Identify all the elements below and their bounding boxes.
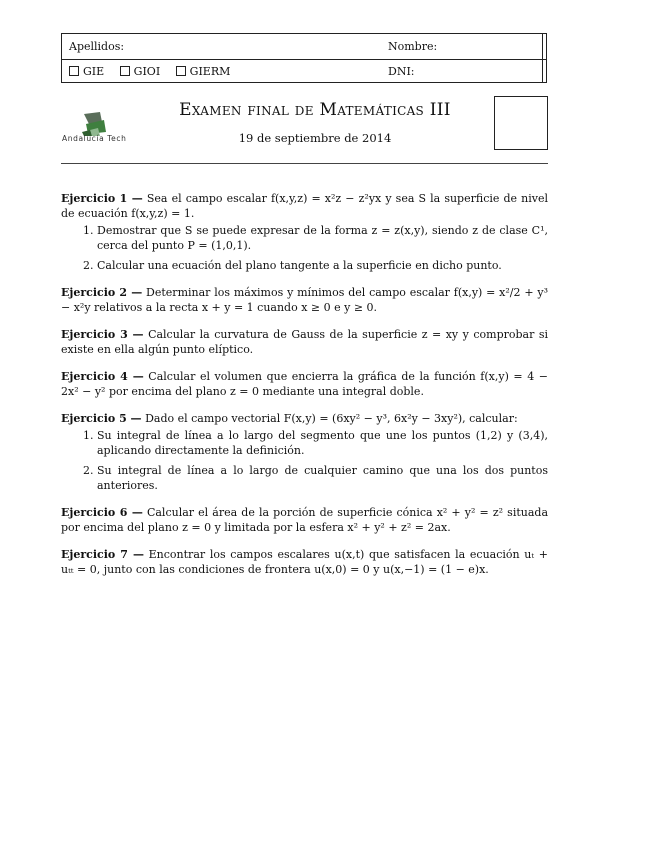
checkbox-icon[interactable]	[176, 66, 186, 76]
exercise-text: Dado el campo vectorial F(x,y) = (6xy² − y³, 6x²y − 3xy²), calcular:	[145, 412, 518, 425]
nombre-label: Nombre:	[388, 40, 438, 53]
exercise-label: Ejercicio 3 —	[61, 328, 144, 341]
checkbox-icon[interactable]	[120, 66, 130, 76]
exercises	[61, 191, 548, 589]
exercise-2	[61, 285, 548, 315]
exercise-4	[61, 369, 548, 399]
header-divider	[61, 163, 548, 164]
exercise-text: Sea el campo escalar f(x,y,z) = x²z − z²yx y sea S la superficie de nivel de ecuación f(x,y,z) = 1.	[61, 192, 548, 220]
exercise-items	[61, 428, 548, 493]
exercise-3	[61, 327, 548, 357]
dni-label: DNI:	[388, 65, 415, 78]
exam-date: 19 de septiembre de 2014	[238, 131, 392, 145]
exercise-label: Ejercicio 1 —	[61, 192, 143, 205]
exercise-label: Ejercicio 4 —	[61, 370, 144, 383]
checkbox-icon[interactable]	[69, 66, 79, 76]
exercise-label: Ejercicio 7 —	[61, 548, 144, 561]
exercise-7	[61, 547, 548, 577]
exercise-1	[61, 191, 548, 273]
exercise-5	[61, 411, 548, 493]
apellidos-label: Apellidos:	[69, 40, 125, 53]
exercise-text: Encontrar los campos escalares u(x,t) que satisfacen la ecuación uₜ + uₜₜ = 0, junto con las condiciones de frontera u(x,0) = 0 y u(x,−1) = (1 − e)x.	[61, 548, 549, 576]
exercise-text: Calcular la curvatura de Gauss de la superficie z = xy y comprobar si existe en ella algún punto elíptico.	[61, 328, 549, 356]
info-row-degree	[62, 59, 546, 84]
logo-text: Andalucía Tech	[62, 134, 127, 143]
option-gierm[interactable]: GIERM	[176, 65, 231, 78]
exercise-6	[61, 505, 548, 535]
exercise-text: Calcular el área de la porción de superficie cónica x² + y² = z² situada por encima del plano z = 0 y limitada por la esfera x² + y² + z² = 2ax.	[61, 506, 549, 534]
exercise-label: Ejercicio 5 —	[61, 412, 142, 425]
degree-options	[69, 65, 242, 78]
info-row-names	[62, 34, 546, 60]
exercise-label: Ejercicio 2 —	[61, 286, 143, 299]
student-info-box	[61, 33, 547, 83]
exercise-text: Calcular el volumen que encierra la gráfica de la función f(x,y) = 4 − 2x² − y² por encima del plano z = 0 mediante una integral doble.	[61, 370, 549, 398]
exercise-item: 1. Demostrar que S se puede expresar de la forma z = z(x,y), siendo z de clase C¹, cerca del punto P = (1,0,1).	[97, 223, 548, 253]
exam-title: Examen final de Matemáticas III	[179, 100, 451, 120]
exercise-text: Determinar los máximos y mínimos del campo escalar f(x,y) = x²/2 + y³ − x²y relativos a la recta x + y = 1 cuando x ≥ 0 e y ≥ 0.	[61, 286, 548, 314]
box-right-rule	[542, 34, 543, 82]
option-gie[interactable]: GIE	[69, 65, 104, 78]
option-gioi[interactable]: GIOI	[120, 65, 161, 78]
exercise-item: 1. Su integral de línea a lo largo del segmento que une los puntos (1,2) y (3,4), aplicando directamente la definición.	[97, 428, 548, 458]
exercise-items	[61, 223, 548, 273]
exercise-label: Ejercicio 6 —	[61, 506, 143, 519]
grade-box	[494, 96, 548, 150]
exercise-item: 2. Su integral de línea a lo largo de cualquier camino que una los dos puntos anteriores.	[97, 463, 548, 493]
exercise-item: 2. Calcular una ecuación del plano tangente a la superficie en dicho punto.	[97, 258, 548, 273]
